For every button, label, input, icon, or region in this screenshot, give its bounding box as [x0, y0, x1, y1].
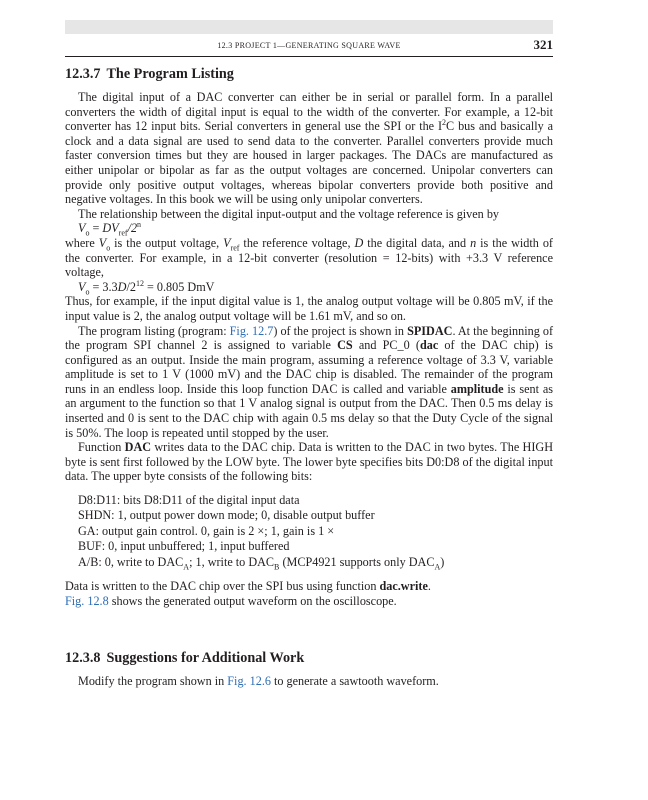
fig-12-6-link[interactable]: Fig. 12.6	[227, 674, 271, 689]
bit-item: D8:D11: bits D8:D11 of the digital input data	[78, 493, 300, 508]
section-heading-suggestions: 12.3.8 Suggestions for Additional Work	[65, 650, 305, 667]
paragraph-dac-forms: The digital input of a DAC converter can either be in serial or parallel form. In a parallel converters the width of digital input is equal to the width of the converter. For example, a 12-bit converter has 12 input bits. Serial converters in general use the SPI or the $I^2C$ bus and basically a clock and a data signal are used to send data to the converter. Parallel converters provide much faster conversion times but they are housed in larger packages. The DACs are manufactured as either unipolar or bipolar as far as the output voltages are concerned. Unipolar converters can provide only positive output voltages, whereas bipolar converters provide both positive and negative voltages. In this book we will be using only unipolar converters.	[65, 90, 554, 207]
running-header	[65, 36, 553, 57]
bit-item: SHDN: 1, output power down mode; 0, disable output buffer	[78, 508, 375, 523]
running-title: 12.3 PROJECT 1—GENERATING SQUARE WAVE	[217, 41, 401, 50]
top-header-band	[65, 20, 553, 34]
paragraph-thus: Thus, for example, if the input digital value is 1, the analog output voltage will be 0.805 mV, if the input value is 2, the analog output voltage will be 1.61 mV, and so on.	[65, 294, 553, 323]
fig-12-7-link[interactable]: Fig. 12.7	[229, 323, 274, 338]
paragraph-fig-12-8: Fig. 12.8 shows the generated output waveform on the oscilloscope.	[65, 593, 397, 608]
paragraph-relationship: The relationship between the digital input-output and the voltage reference is given by	[78, 206, 500, 221]
section-heading-program-listing: 12.3.7 The Program Listing	[65, 66, 234, 82]
paragraph-where: where $V_o$ is the output voltage, $V_{ref}$ the reference voltage, D the digital data, and n is the width of the converter. For example, in a 12-bit converter (resolution = 12-bits) with +3.3 V reference voltage,	[65, 235, 553, 280]
bit-item: BUF: 0, input unbuffered; 1, input buffered	[78, 539, 290, 554]
page-number: 321	[533, 37, 553, 52]
paragraph-modify: Modify the program shown in Fig. 12.6 to generate a sawtooth waveform.	[78, 674, 439, 689]
equation-example: $V_o = 3.3D/2^{12} = 0.805$ DmV	[78, 278, 215, 297]
equation-vo: $V_o = DV_{ref}/2^n$	[78, 220, 142, 238]
paragraph-data-written: Data is written to the DAC chip over the SPI bus using function dac.write.	[65, 579, 431, 594]
bit-item: GA: output gain control. 0, gain is 2 ×; 1, gain is 1 ×	[78, 523, 335, 538]
bit-list	[78, 493, 553, 570]
fig-12-8-link[interactable]: Fig. 12.8	[65, 593, 109, 608]
bit-item: A/B: 0, write to $DAC_A$; 1, write to $DAC_B$ (MCP4921 supports only $DAC_A$)	[78, 554, 445, 572]
page-content	[65, 66, 553, 689]
paragraph-program-listing: The program listing (program: Fig. 12.7) of the project is shown in SPIDAC. At the beginning of the program SPI channel 2 is assigned to variable CS and PC_0 (dac of the DAC chip) is configured as an output. Inside the main program, assuming a reference voltage of 3.3 V, variable amplitude is set to 1 V (1000 mV) and the DAC chip is disabled. The remainder of the program runs in an endless loop. Inside this loop function DAC is called and variable amplitude is sent as an argument to the function so that 1 V analog signal is output from the DAC. Then 0.5 ms delay is inserted and 0 is sent to the DAC chip with again 0.5 ms delay so that the Duty Cycle of the signal is 50%. The loop is repeated until stopped by the user.	[65, 323, 554, 440]
paragraph-function-dac: Function DAC writes data to the DAC chip. Data is written to the DAC in two bytes. The HIGH byte is sent first followed by the LOW byte. The lower byte specifies bits D0:D8 of the digital input data. The upper byte consists of the following bits:	[65, 440, 553, 484]
